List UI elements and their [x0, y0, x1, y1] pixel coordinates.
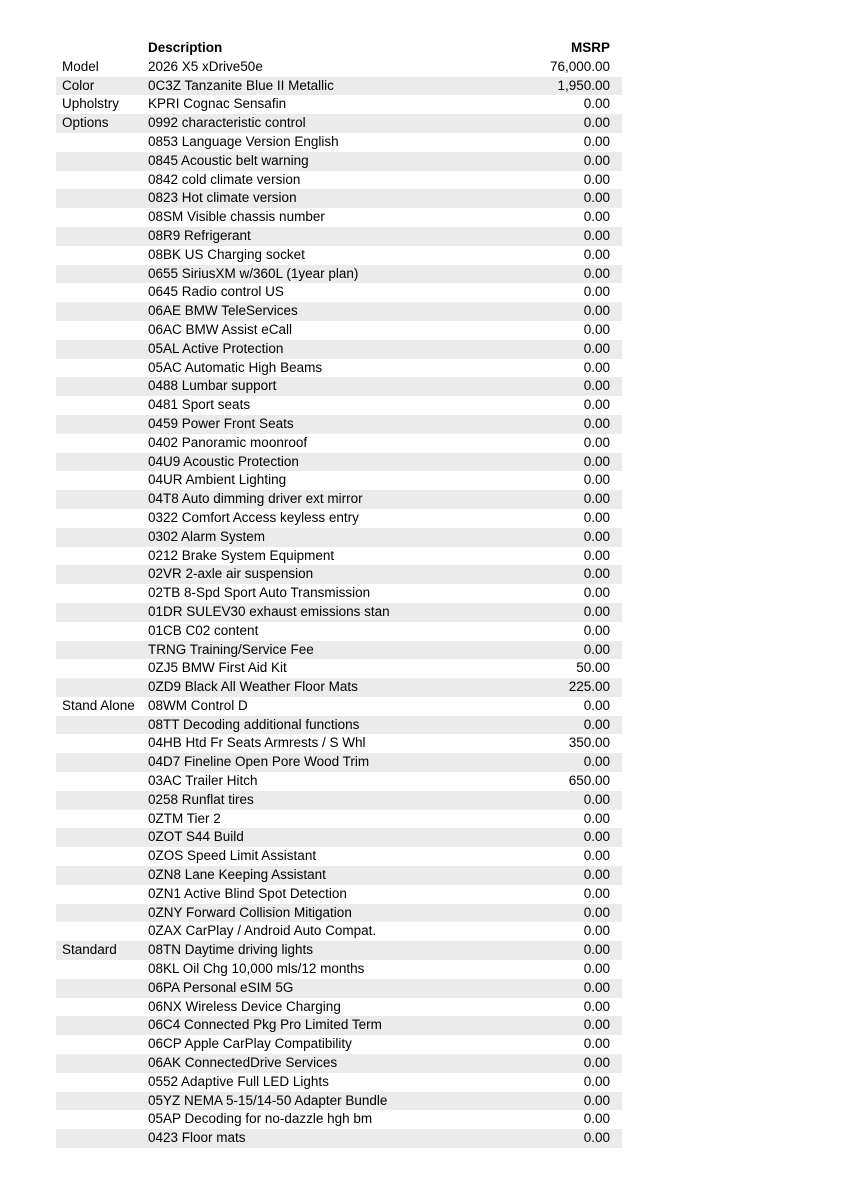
table-row — [56, 434, 622, 453]
description-cell: 05AC Automatic High Beams — [148, 359, 323, 375]
table-row — [56, 772, 622, 791]
description-cell: 08KL Oil Chg 10,000 mls/12 months — [148, 961, 365, 977]
msrp-cell: 0.00 — [583, 998, 610, 1014]
msrp-cell: 0.00 — [583, 246, 610, 262]
description-cell: 01DR SULEV30 exhaust emissions stan — [148, 603, 390, 619]
description-cell: 0212 Brake System Equipment — [148, 547, 335, 563]
msrp-cell: 0.00 — [583, 171, 610, 187]
description-cell: 06NX Wireless Device Charging — [148, 998, 341, 1014]
description-cell: 0488 Lumbar support — [148, 378, 277, 394]
msrp-cell: 0.00 — [583, 359, 610, 375]
table-row — [56, 509, 622, 528]
table-row — [56, 283, 622, 302]
msrp-cell: 650.00 — [568, 773, 610, 789]
table-row — [56, 528, 622, 547]
msrp-cell: 0.00 — [583, 622, 610, 638]
table-row — [56, 678, 622, 697]
msrp-cell: 0.00 — [583, 716, 610, 732]
description-cell: 0459 Power Front Seats — [148, 415, 294, 431]
description-cell: 05AL Active Protection — [148, 340, 284, 356]
msrp-cell: 0.00 — [583, 303, 610, 319]
description-cell: 0ZD9 Black All Weather Floor Mats — [148, 679, 358, 695]
table-row — [56, 208, 622, 227]
table-row — [56, 960, 622, 979]
msrp-cell: 0.00 — [583, 754, 610, 770]
table-row — [56, 77, 622, 96]
msrp-cell: 0.00 — [583, 453, 610, 469]
description-cell: 0258 Runflat tires — [148, 791, 254, 807]
table-row — [56, 1054, 622, 1073]
table-row — [56, 95, 622, 114]
description-cell: 06PA Personal eSIM 5G — [148, 979, 294, 995]
table-row — [56, 659, 622, 678]
table-row — [56, 734, 622, 753]
msrp-cell: 0.00 — [583, 979, 610, 995]
description-cell: 0552 Adaptive Full LED Lights — [148, 1073, 329, 1089]
table-row — [56, 377, 622, 396]
msrp-cell: 0.00 — [583, 1036, 610, 1052]
msrp-cell: 225.00 — [568, 679, 610, 695]
description-cell: 06C4 Connected Pkg Pro Limited Term — [148, 1017, 382, 1033]
table-header-row — [56, 39, 622, 58]
description-cell: 0853 Language Version English — [148, 133, 339, 149]
table-row — [56, 171, 622, 190]
table-row — [56, 716, 622, 735]
description-cell: 06AC BMW Assist eCall — [148, 321, 293, 337]
msrp-column-header: MSRP — [570, 40, 610, 55]
table-row — [56, 302, 622, 321]
category-cell: Color — [62, 77, 95, 93]
msrp-cell: 0.00 — [583, 321, 610, 337]
table-row — [56, 340, 622, 359]
table-row — [56, 58, 622, 77]
category-cell: Standard — [62, 942, 117, 958]
description-cell: 0ZTM Tier 2 — [148, 810, 221, 826]
table-row — [56, 998, 622, 1017]
msrp-cell: 0.00 — [583, 585, 610, 601]
description-cell: 08TN Daytime driving lights — [148, 942, 314, 958]
description-cell: TRNG Training/Service Fee — [148, 641, 314, 657]
table-row — [56, 791, 622, 810]
description-cell: 0ZNY Forward Collision Mitigation — [148, 904, 352, 920]
description-cell: 06AE BMW TeleServices — [148, 303, 298, 319]
table-row — [56, 133, 622, 152]
table-row — [56, 979, 622, 998]
msrp-cell: 0.00 — [583, 603, 610, 619]
msrp-cell: 76,000.00 — [549, 58, 610, 74]
table-row — [56, 1129, 622, 1148]
msrp-cell: 0.00 — [583, 810, 610, 826]
msrp-cell: 0.00 — [583, 472, 610, 488]
msrp-cell: 0.00 — [583, 829, 610, 845]
description-cell: 05AP Decoding for no-dazzle hgh bm — [148, 1111, 373, 1127]
table-row — [56, 415, 622, 434]
description-cell: 0423 Floor mats — [148, 1130, 246, 1146]
description-cell: 0ZOT S44 Build — [148, 829, 244, 845]
table-row — [56, 396, 622, 415]
msrp-cell: 0.00 — [583, 1092, 610, 1108]
msrp-cell: 0.00 — [583, 697, 610, 713]
category-cell: Upholstry — [62, 96, 120, 112]
table-row — [56, 866, 622, 885]
description-cell: KPRI Cognac Sensafin — [148, 96, 287, 112]
msrp-cell: 0.00 — [583, 284, 610, 300]
description-cell: 02VR 2-axle air suspension — [148, 566, 314, 582]
description-cell: 01CB C02 content — [148, 622, 259, 638]
table-row — [56, 904, 622, 923]
table-row — [56, 810, 622, 829]
msrp-cell: 350.00 — [568, 735, 610, 751]
description-cell: 0322 Comfort Access keyless entry — [148, 509, 359, 525]
vehicle-price-table — [56, 39, 622, 1148]
msrp-cell: 0.00 — [583, 415, 610, 431]
description-cell: 0302 Alarm System — [148, 528, 266, 544]
table-row — [56, 847, 622, 866]
description-cell: 04D7 Fineline Open Pore Wood Trim — [148, 754, 370, 770]
msrp-cell: 0.00 — [583, 791, 610, 807]
msrp-cell: 0.00 — [583, 1017, 610, 1033]
table-row — [56, 471, 622, 490]
description-cell: 08SM Visible chassis number — [148, 209, 325, 225]
description-cell: 0481 Sport seats — [148, 397, 251, 413]
msrp-cell: 0.00 — [583, 547, 610, 563]
msrp-cell: 0.00 — [583, 133, 610, 149]
msrp-cell: 0.00 — [583, 867, 610, 883]
description-cell: 0ZOS Speed Limit Assistant — [148, 848, 317, 864]
msrp-cell: 0.00 — [583, 904, 610, 920]
table-row — [56, 1016, 622, 1035]
description-cell: 02TB 8-Spd Sport Auto Transmission — [148, 585, 371, 601]
table-row — [56, 1092, 622, 1111]
msrp-cell: 0.00 — [583, 923, 610, 939]
msrp-cell: 0.00 — [583, 227, 610, 243]
msrp-cell: 0.00 — [583, 434, 610, 450]
msrp-cell: 0.00 — [583, 528, 610, 544]
msrp-cell: 0.00 — [583, 848, 610, 864]
msrp-cell: 0.00 — [583, 1073, 610, 1089]
table-row — [56, 922, 622, 941]
table-row — [56, 246, 622, 265]
msrp-cell: 0.00 — [583, 961, 610, 977]
table-row — [56, 622, 622, 641]
table-row — [56, 603, 622, 622]
msrp-cell: 1,950.00 — [557, 77, 610, 93]
msrp-cell: 0.00 — [583, 885, 610, 901]
description-cell: 04HB Htd Fr Seats Armrests / S Whl — [148, 735, 366, 751]
description-cell: 0ZJ5 BMW First Aid Kit — [148, 660, 287, 676]
table-row — [56, 885, 622, 904]
description-cell: 08TT Decoding additional functions — [148, 716, 360, 732]
category-cell: Options — [62, 115, 109, 131]
msrp-cell: 0.00 — [583, 491, 610, 507]
description-cell: 04UR Ambient Lighting — [148, 472, 287, 488]
table-row — [56, 584, 622, 603]
msrp-cell: 0.00 — [583, 265, 610, 281]
description-cell: 08R9 Refrigerant — [148, 227, 251, 243]
msrp-cell: 0.00 — [583, 152, 610, 168]
table-row — [56, 114, 622, 133]
table-row — [56, 359, 622, 378]
msrp-cell: 0.00 — [583, 378, 610, 394]
table-row — [56, 753, 622, 772]
msrp-cell: 0.00 — [583, 509, 610, 525]
msrp-cell: 0.00 — [583, 190, 610, 206]
msrp-cell: 50.00 — [576, 660, 610, 676]
table-row — [56, 453, 622, 472]
description-cell: 08BK US Charging socket — [148, 246, 305, 262]
table-row — [56, 697, 622, 716]
table-body — [56, 58, 622, 1148]
table-row — [56, 941, 622, 960]
description-cell: 0645 Radio control US — [148, 284, 284, 300]
msrp-cell: 0.00 — [583, 209, 610, 225]
msrp-cell: 0.00 — [583, 566, 610, 582]
description-cell: 0823 Hot climate version — [148, 190, 297, 206]
table-row — [56, 152, 622, 171]
table-row — [56, 565, 622, 584]
category-cell: Model — [62, 58, 99, 74]
table-row — [56, 1035, 622, 1054]
description-cell: 0ZN8 Lane Keeping Assistant — [148, 867, 326, 883]
table-row — [56, 1073, 622, 1092]
msrp-cell: 0.00 — [583, 641, 610, 657]
description-cell: 05YZ NEMA 5-15/14-50 Adapter Bundle — [148, 1092, 388, 1108]
description-cell: 0845 Acoustic belt warning — [148, 152, 309, 168]
description-cell: 03AC Trailer Hitch — [148, 773, 258, 789]
table-row — [56, 1110, 622, 1129]
msrp-cell: 0.00 — [583, 340, 610, 356]
description-cell: 2026 X5 xDrive50e — [148, 58, 263, 74]
description-cell: 0992 characteristic control — [148, 115, 306, 131]
description-cell: 04U9 Acoustic Protection — [148, 453, 299, 469]
msrp-cell: 0.00 — [583, 942, 610, 958]
msrp-cell: 0.00 — [583, 1111, 610, 1127]
description-cell: 06AK ConnectedDrive Services — [148, 1055, 338, 1071]
table-row — [56, 641, 622, 660]
description-cell: 06CP Apple CarPlay Compatibility — [148, 1036, 352, 1052]
description-cell: 0655 SiriusXM w/360L (1year plan) — [148, 265, 359, 281]
table-row — [56, 265, 622, 284]
table-row — [56, 828, 622, 847]
table-row — [56, 547, 622, 566]
category-cell: Stand Alone — [62, 697, 135, 713]
description-cell: 0ZAX CarPlay / Android Auto Compat. — [148, 923, 377, 939]
table-row — [56, 321, 622, 340]
msrp-cell: 0.00 — [583, 115, 610, 131]
msrp-cell: 0.00 — [583, 96, 610, 112]
table-row — [56, 227, 622, 246]
description-column-header: Description — [148, 40, 223, 55]
msrp-cell: 0.00 — [583, 397, 610, 413]
description-cell: 0C3Z Tanzanite Blue II Metallic — [148, 77, 334, 93]
description-cell: 0842 cold climate version — [148, 171, 301, 187]
msrp-cell: 0.00 — [583, 1130, 610, 1146]
description-cell: 0ZN1 Active Blind Spot Detection — [148, 885, 347, 901]
description-cell: 0402 Panoramic moonroof — [148, 434, 308, 450]
description-cell: 04T8 Auto dimming driver ext mirror — [148, 491, 363, 507]
table-row — [56, 490, 622, 509]
description-cell: 08WM Control D — [148, 697, 248, 713]
table-row — [56, 189, 622, 208]
msrp-cell: 0.00 — [583, 1055, 610, 1071]
